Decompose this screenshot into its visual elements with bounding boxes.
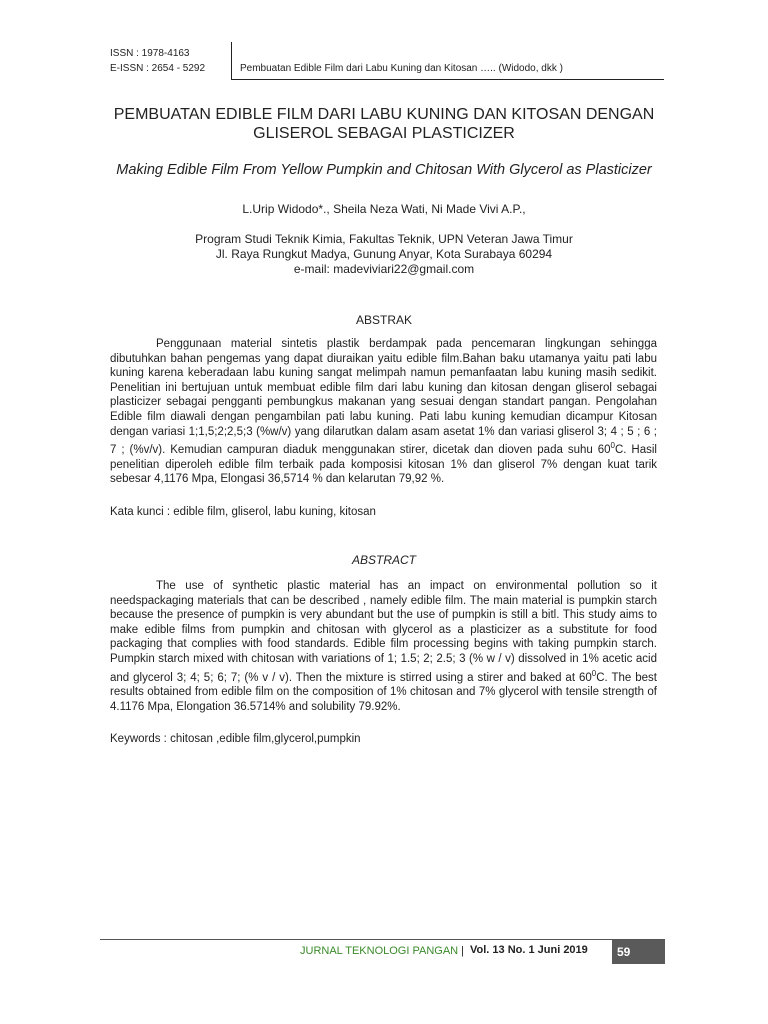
- footer-volume: Vol. 13 No. 1 Juni 2019: [470, 944, 588, 956]
- english-title: Making Edible Film From Yellow Pumpkin and Chitosan With Glycerol as Plasticizer: [116, 162, 652, 178]
- header-horizontal-rule: [232, 79, 664, 80]
- footer-journal: [300, 945, 467, 957]
- eissn: E-ISSN : 2654 - 5292: [110, 63, 206, 74]
- footer-separator: |: [461, 945, 464, 957]
- page-number: 59: [612, 940, 665, 964]
- authors: L.Urip Widodo*., Sheila Neza Wati, Ni Made Vivi A.P.,: [242, 202, 526, 216]
- abstract-degree-sup: 0: [591, 668, 597, 678]
- affiliation-line2: Jl. Raya Rungkut Madya, Gunung Anyar, Kota Surabaya 60294: [215, 247, 553, 261]
- paper-title: [100, 105, 668, 143]
- paper-title-line1: PEMBUATAN EDIBLE FILM DARI LABU KUNING DAN KITOSAN DENGAN: [113, 106, 655, 123]
- issn: ISSN : 1978-4163: [110, 48, 190, 59]
- abstract-text-2: C. The best results obtained from edible film on the composition of 1% chitosan and 7% glycerol with tensile strength of 4.1176 Mpa, Elongation 36.5714% and solubility 79.92%.: [110, 671, 657, 713]
- issn-block: [110, 46, 205, 76]
- kata-kunci: Kata kunci : edible film, gliserol, labu kuning, kitosan: [110, 506, 376, 518]
- abstrak-text-1: Penggunaan material sintetis plastik berdampak pada pencemaran lingkungan sehingga dibutuhkan bahan pengemas yang dapat diuraikan yaitu edible film.Bahan baku utamanya yaitu pati labu kuning karena keberadaan labu kuning sangat melimpah namun pemanfaatan labu kuning masih sedikit. Penelitian ini bertujuan untuk membuat edible film dari labu kuning dan kitosan dengan gliserol sebagai plasticizer sebagai pengganti pembungkus makanan yang sesuai dengan standart pangan. Pengolahan Edible film diawali dengan pengambilan pati labu kuning. Pati labu kuning kemudian dicampur Kitosan dengan variasi 1;1,5;2;2,5;3 (%w/v) yang dilarutkan dalam asam asetat 1% dan variasi gliserol 3; 4 ; 5 ; 6 ; 7 ; (%v/v). Kemudian campuran diaduk menggunakan stirer, dicetak dan dioven pada suhu 60: [110, 338, 657, 456]
- abstrak-heading: ABSTRAK: [355, 313, 412, 327]
- abstrak-body: [110, 337, 657, 487]
- affiliation-line1: Program Studi Teknik Kimia, Fakultas Teknik, UPN Veteran Jawa Timur: [195, 232, 573, 246]
- footer-rule: [100, 939, 665, 940]
- running-title: Pembuatan Edible Film dari Labu Kuning dan Kitosan ….. (Widodo, dkk ): [240, 63, 563, 74]
- abstract-heading: ABSTRACT: [351, 553, 416, 567]
- abstrak-degree-sup: 0: [610, 441, 615, 451]
- keywords: Keywords : chitosan ,edible film,glycerol,pumpkin: [110, 733, 361, 745]
- abstract-body: [110, 579, 657, 714]
- affiliation: [100, 232, 668, 277]
- header-vertical-rule: [231, 42, 232, 80]
- abstrak-text-2: C. Hasil penelitian diperoleh edible film terbaik pada komposisi kitosan 1% dan gliserol 7% dengan kuat tarik sebesar 4,1176 Mpa, Elongasi 36,5714 % dan kelarutan 79,92 %.: [110, 443, 657, 486]
- email: e-mail: madeviviari22@gmail.com: [293, 262, 475, 276]
- journal-name: JURNAL TEKNOLOGI PANGAN: [300, 945, 459, 957]
- paper-title-line2: GLISEROL SEBAGAI PLASTICIZER: [253, 125, 515, 142]
- abstract-text-1: The use of synthetic plastic material has an impact on environmental pollution so it needspackaging materials that can be described , namely edible film. The main material is pumpkin starch because the presence of pumpkin is very abundant but the use of pumpkin is still a bitl. This study aims to make edible films from pumpkin and chitosan with glycerol as a plasticizer as a substitute for food packaging that complies with food standards. Edible film processing begins with taking pumpkin starch. Pumpkin starch mixed with chitosan with variations of 1; 1.5; 2; 2.5; 3 (% w / v) dissolved in 1% acetic acid and glycerol 3; 4; 5; 6; 7; (% v / v). Then the mixture is stirred using a stirer and baked at 60: [110, 580, 657, 684]
